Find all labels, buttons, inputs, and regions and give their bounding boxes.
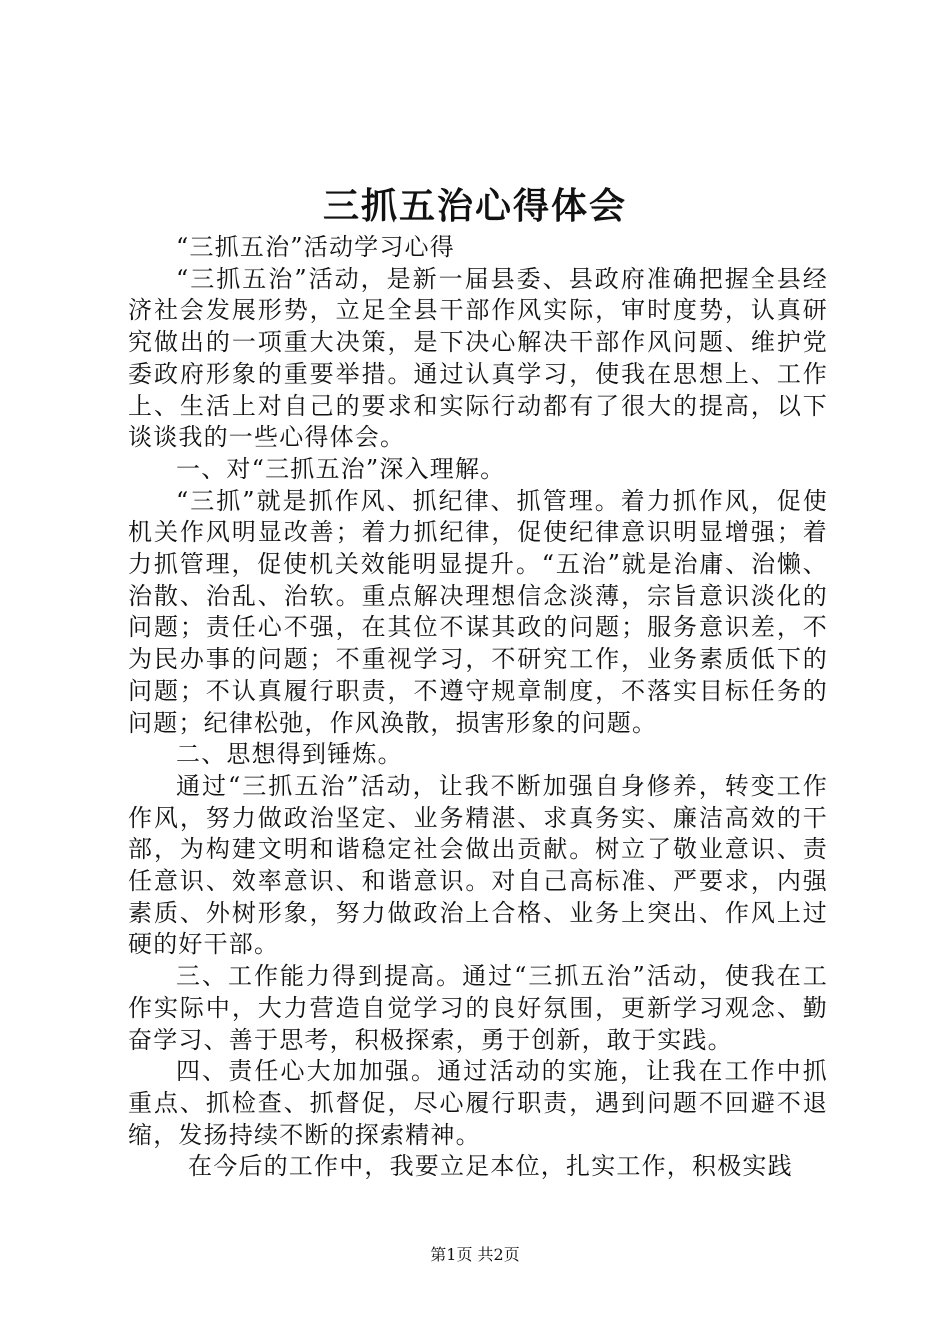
paragraph-section-3: 三、工作能力得到提高。通过“三抓五治”活动，使我在工作实际中，大力营造自觉学习的良好氛围，更新学习观念、勤奋学习、善于思考，积极探索，勇于创新，敢于实践。 (128, 962, 828, 1054)
paragraph-section-1: “三抓”就是抓作风、抓纪律、抓管理。着力抓作风，促使机关作风明显改善；着力抓纪律，促使纪律意识明显增强；着力抓管理，促使机关效能明显提升。“五治”就是治庸、治懒、治散、治乱、治软。重点解决理想信念淡薄，宗旨意识淡化的问题；责任心不强，在其位不谋其政的问题；服务意识差，不为民办事的问题；不重视学习，不研究工作，业务素质低下的问题；不认真履行职责，不遵守规章制度，不落实目标任务的问题；纪律松弛，作风涣散，损害形象的问题。 (128, 486, 828, 737)
paragraph-heading-2: 二、思想得到锤炼。 (176, 740, 403, 769)
paragraph-section-2: 通过“三抓五治”活动，让我不断加强自身修养，转变工作作风，努力做政治坚定、业务精湛、求真务实、廉洁高效的干部，为构建文明和谐稳定社会做出贡献。树立了敬业意识、责任意识、效率意识、和谐意识。对自己高标准、严要求，内强素质、外树形象，努力做政治上合格、业务上突出、作风上过硬的好干部。 (128, 771, 828, 959)
document-body (128, 232, 828, 1183)
paragraph-heading-1: 一、对“三抓五治”深入理解。 (176, 454, 506, 483)
paragraph-closing: 在今后的工作中，我要立足本位，扎实工作，积极实践 (188, 1152, 793, 1181)
paragraph-section-4: 四、责任心大加加强。通过活动的实施，让我在工作中抓重点、抓检查、抓督促，尽心履行职责，遇到问题不回避不退缩，发扬持续不断的探索精神。 (128, 1057, 828, 1149)
document-title: 三抓五治心得体会 (322, 185, 627, 227)
paragraph-intro: “三抓五治”活动，是新一届县委、县政府准确把握全县经济社会发展形势，立足全县干部作风实际，审时度势，认真研究做出的一项重大决策，是下决心解决干部作风问题、维护党委政府形象的重要举措。通过认真学习，使我在思想上、工作上、生活上对自己的要求和实际行动都有了很大的提高，以下谈谈我的一些心得体会。 (128, 264, 828, 452)
page-footer: 第1页 共2页 (430, 1245, 520, 1264)
paragraph-subtitle: “三抓五治”活动学习心得 (176, 233, 455, 261)
